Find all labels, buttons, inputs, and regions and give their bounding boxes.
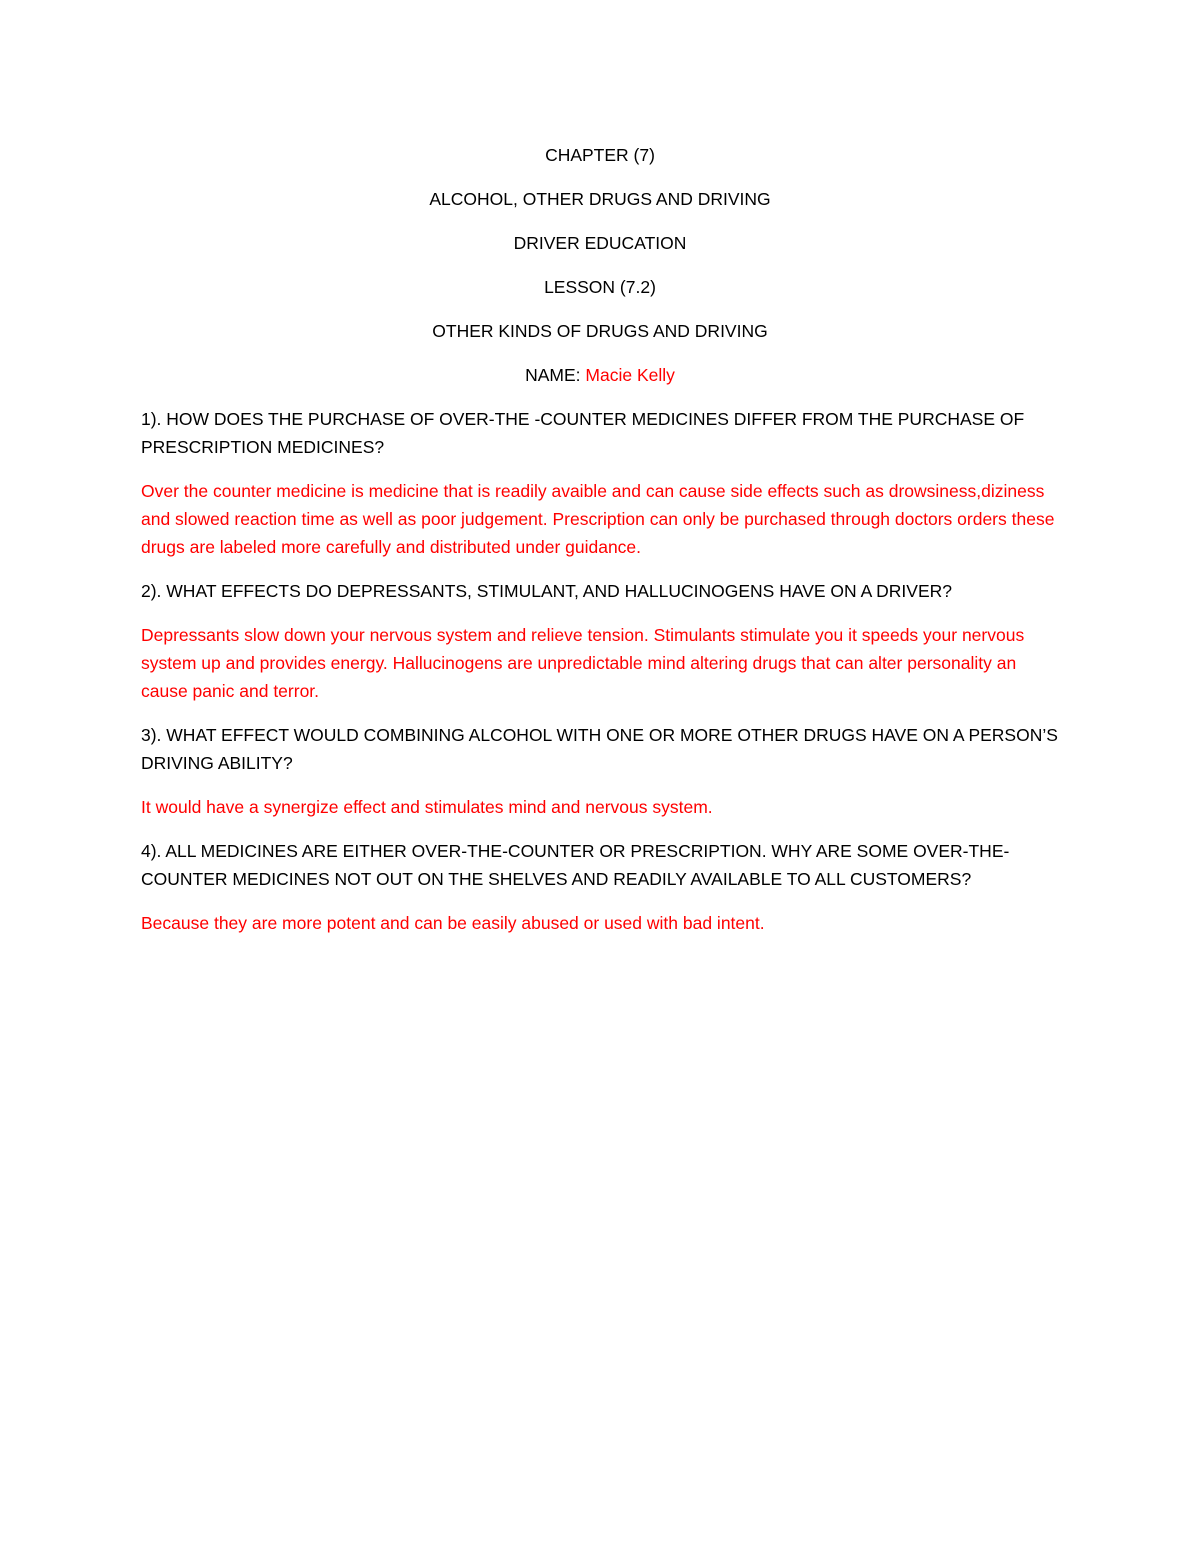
name-label: NAME: [525, 365, 586, 385]
answer-2: Depressants slow down your nervous system and relieve tension. Stimulants stimulate you it speeds your nervous system up and provides energy. Hallucinogens are unpredictable mind altering drugs that can alter personality an cause panic and terror. [141, 625, 1025, 701]
chapter-title: ALCOHOL, OTHER DRUGS AND DRIVING [429, 189, 771, 209]
document-content [141, 141, 1059, 953]
question-2: 2). WHAT EFFECTS DO DEPRESSANTS, STIMULANT, AND HALLUCINOGENS HAVE ON A DRIVER? [141, 581, 952, 601]
course-title: DRIVER EDUCATION [513, 233, 687, 253]
chapter-heading: CHAPTER (7) [545, 145, 655, 165]
answer-3: It would have a synergize effect and stimulates mind and nervous system. [141, 797, 713, 817]
student-name: Macie Kelly [585, 365, 675, 385]
question-1: 1). HOW DOES THE PURCHASE OF OVER-THE -COUNTER MEDICINES DIFFER FROM THE PURCHASE OF PRESCRIPTION MEDICINES? [141, 409, 1025, 457]
answer-4: Because they are more potent and can be easily abused or used with bad intent. [141, 913, 765, 933]
student-name-line [141, 361, 1059, 389]
question-4: 4). ALL MEDICINES ARE EITHER OVER-THE-COUNTER OR PRESCRIPTION. WHY ARE SOME OVER-THE-COUNTER MEDICINES NOT OUT ON THE SHELVES AND READILY AVAILABLE TO ALL CUSTOMERS? [141, 841, 1010, 889]
lesson-title: OTHER KINDS OF DRUGS AND DRIVING [432, 321, 768, 341]
lesson-heading: LESSON (7.2) [544, 277, 656, 297]
question-3: 3). WHAT EFFECT WOULD COMBINING ALCOHOL WITH ONE OR MORE OTHER DRUGS HAVE ON A PERSON’S DRIVING ABILITY? [141, 725, 1058, 773]
answer-1: Over the counter medicine is medicine that is readily avaible and can cause side effects such as drowsiness,diziness and slowed reaction time as well as poor judgement. Prescription can only be purchased through doctors orders these drugs are labeled more carefully and distributed under guidance. [141, 481, 1055, 557]
